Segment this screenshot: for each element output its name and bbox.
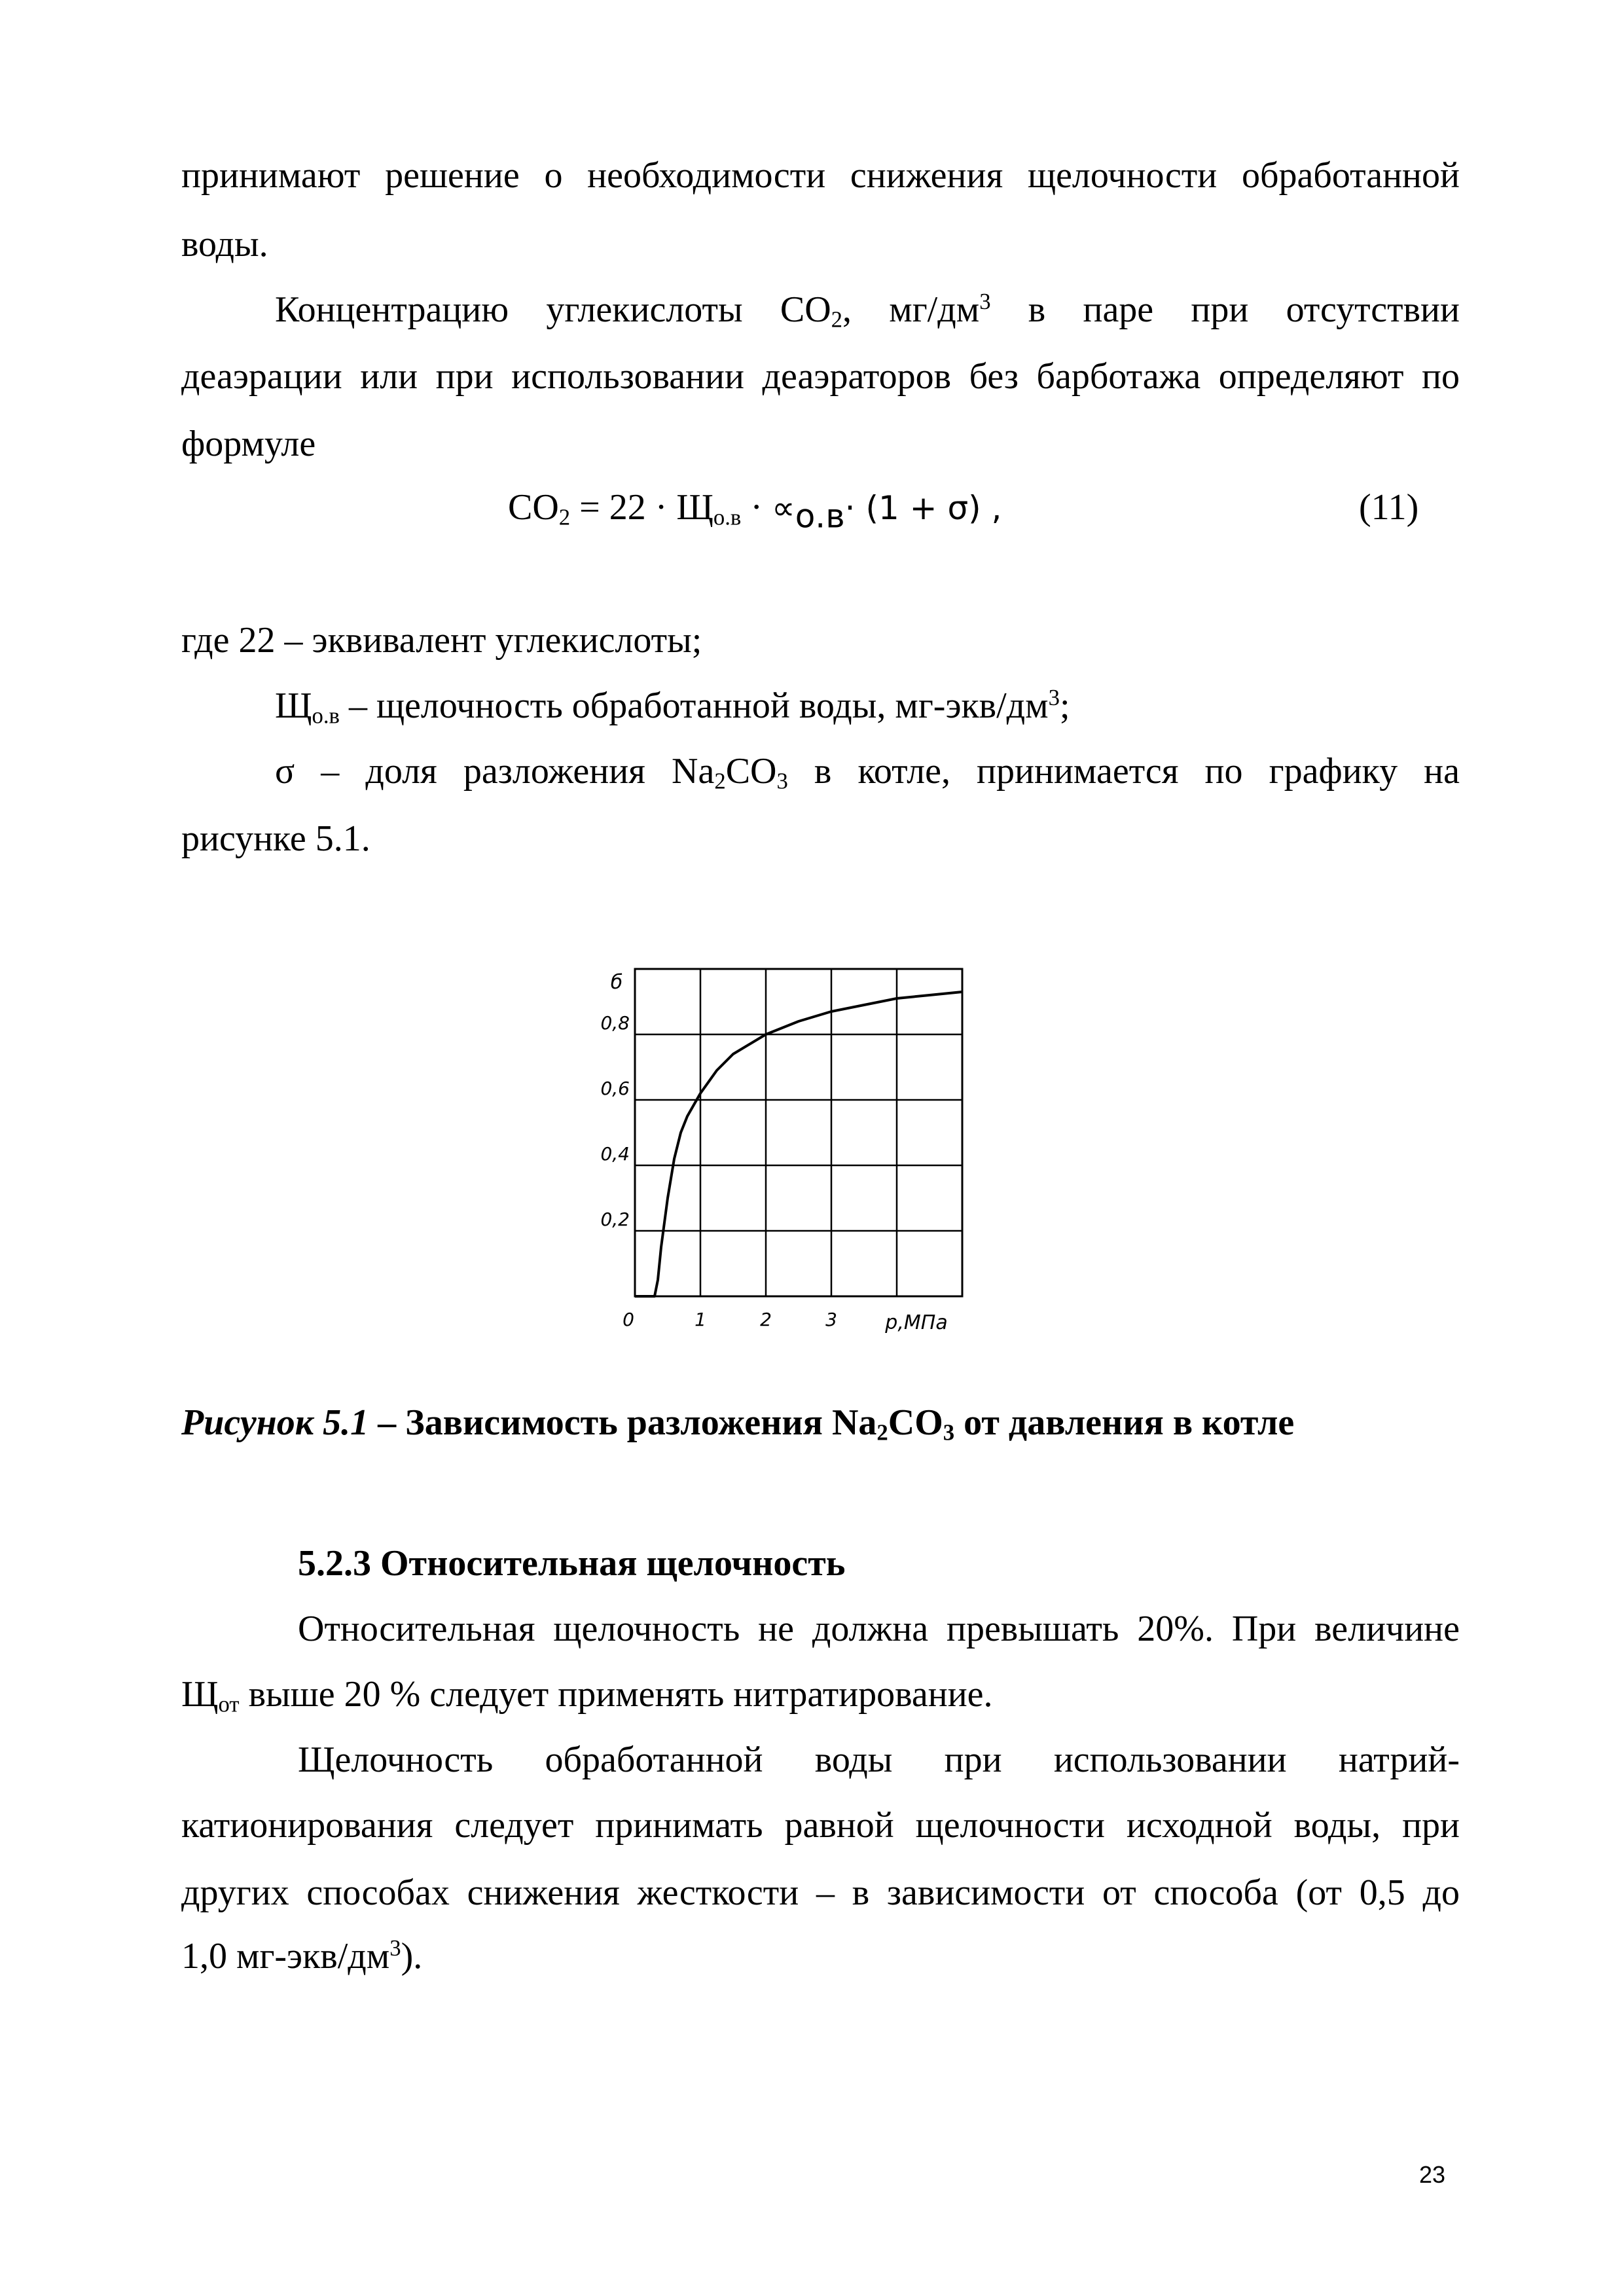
paragraph-1-line-1: принимают решение о необходимости снижения щелочности обработанной [181,155,1460,196]
page-number: 23 [1419,2161,1446,2188]
section-p1-line-2 [181,1673,993,1717]
paragraph-2-line-3: формуле [181,424,316,464]
text-segment: ). [401,1936,423,1977]
chart-x-axis-label: p,МПа [885,1311,948,1334]
section-p2-line-2: катионирования следует принимать равной щелочности исходной воды, при [181,1805,1460,1846]
section-p2-line-1: Щелочность обработанной воды при использовании натрий- [298,1740,1460,1780]
where-line-2 [275,684,1070,728]
section-p2-line-4 [181,1935,422,1978]
subscript: о.в [795,497,845,536]
chart-y-tick-label: 0,6 [600,1078,630,1099]
paragraph-2-line-2: деаэрации или при использовании деаэраторов без барботажа определяют по [181,356,1460,397]
text-segment: Щ [275,685,312,726]
subscript: 2 [714,768,726,794]
subscript: 2 [876,1419,888,1446]
text-segment: в котле, принимается по графику на [787,751,1460,792]
chart-x-tick-label: 3 [825,1309,837,1330]
chart-x-tick-label: 0 [623,1309,634,1330]
section-p2-line-3: других способах снижения жесткости – в зависимости от способа (от 0,5 до [181,1872,1460,1913]
chart-x-tick-label: 1 [695,1309,706,1330]
decomposition-chart [563,949,988,1342]
chart-y-tick-label: 0,4 [600,1143,630,1165]
where-line-4: рисунке 5.1. [181,818,370,859]
figure-label: Рисунок 5.1 [181,1402,369,1443]
subscript: 2 [558,504,571,530]
chart-x-tick-label: 2 [760,1309,772,1330]
text-segment: выше 20 % следует применять нитратирование. [239,1674,993,1715]
text-segment: Концентрацию углекислоты CO [275,289,831,330]
where-line-3 [275,750,1460,793]
subscript: 2 [831,306,843,333]
paragraph-2-line-1 [275,288,1460,332]
text-segment: в паре при отсутствии [990,289,1460,330]
superscript: 3 [389,1935,401,1961]
where-line-1: где 22 – эквивалент углекислоты; [181,620,702,661]
text-segment: ; [1059,685,1070,726]
chart-frame [635,969,962,1296]
superscript: 3 [1048,684,1060,710]
subscript: 3 [943,1419,955,1446]
paragraph-1-line-2: воды. [181,224,268,264]
text-segment: – Зависимость разложения Na [369,1402,877,1443]
subscript: о.в [312,702,340,729]
text-segment: CO [888,1402,943,1443]
formula-lhs: CO [508,487,559,528]
chart-y-tick-label: 0,8 [600,1012,630,1034]
figure-caption [181,1401,1294,1445]
text-segment: Щ [181,1674,219,1715]
section-p1-line-1: Относительная щелочность не должна превышать 20%. При величине [298,1609,1460,1649]
formula-number: (11) [1359,487,1419,528]
chart-series-line [635,992,962,1296]
subscript: от [218,1691,240,1717]
text-segment: CO [725,751,777,792]
chart-y-tick-label: 0,2 [600,1209,630,1230]
section-heading: 5.2.3 Относительная щелочность [298,1543,846,1584]
formula-equals: = 22 · Щ [570,487,713,528]
superscript: 3 [979,288,991,314]
formula [508,486,1002,536]
subscript: 3 [776,768,788,794]
text-segment: σ – доля разложения Na [275,751,715,792]
chart-y-axis-label: б [610,971,623,994]
formula-dot: · [741,487,772,528]
text-segment: 1,0 мг-экв/дм [181,1936,390,1977]
text-segment: , мг/дм [842,289,980,330]
text-segment: – щелочность обработанной воды, мг-экв/дм [339,685,1049,726]
text-segment: от давления в котле [954,1402,1295,1443]
alpha-symbol: ∝ [771,489,795,527]
subscript: о.в [713,504,742,530]
formula-rest: · (1 + σ) , [844,489,1002,527]
